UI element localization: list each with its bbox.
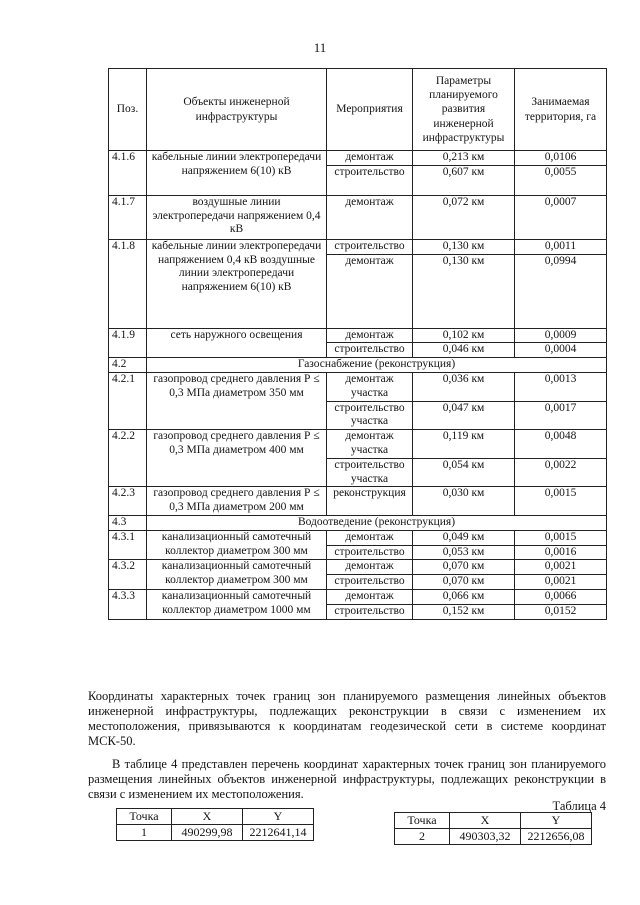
- row-area: 0,0015: [515, 530, 607, 545]
- row-area: 0,0017: [515, 401, 607, 430]
- section-row-gas: [109, 358, 607, 373]
- section-pos: 4.3: [109, 515, 147, 530]
- row-param: 0,130 км: [413, 254, 515, 328]
- row-action: строительство участка: [327, 401, 413, 430]
- row-object: газопровод среднего давления Р ≤ 0,3 МПа диаметром 400 мм: [147, 430, 327, 487]
- row-param: 0,054 км: [413, 458, 515, 487]
- row-param: 0,152 км: [413, 604, 515, 619]
- row-pos: 4.1.7: [109, 195, 147, 239]
- row-action: реконструкция: [327, 487, 413, 516]
- paragraph-table4-intro: В таблице 4 представлен перечень координат характерных точек границ зон планируемого размещения линейных объектов инженерной инфраструктуры, подлежащих реконструкции в связи с изменением их местоположения.: [88, 757, 606, 801]
- row-object: канализационный самотечный коллектор диаметром 1000 мм: [147, 589, 327, 619]
- row-param: 0,036 км: [413, 372, 515, 401]
- row-action: демонтаж: [327, 195, 413, 239]
- header-actions: Мероприятия: [327, 69, 413, 151]
- coords-header-row: [117, 809, 314, 825]
- table-row: [109, 151, 607, 166]
- row-pos: 4.3.1: [109, 530, 147, 560]
- row-param: 0,030 км: [413, 487, 515, 516]
- row-action: строительство: [327, 604, 413, 619]
- coords-row: [395, 829, 592, 845]
- coords-header-row: [395, 813, 592, 829]
- row-action: демонтаж участка: [327, 430, 413, 459]
- table-row: [109, 195, 607, 239]
- header-pos: Поз.: [109, 69, 147, 151]
- row-area: 0,0022: [515, 458, 607, 487]
- row-param: 0,102 км: [413, 328, 515, 343]
- coords-header-y: Y: [243, 809, 314, 825]
- row-pos: 4.1.9: [109, 328, 147, 358]
- table-row: [109, 372, 607, 401]
- coords-row: [117, 825, 314, 841]
- row-object: газопровод среднего давления Р ≤ 0,3 МПа диаметром 350 мм: [147, 372, 327, 429]
- row-action: строительство: [327, 239, 413, 254]
- coords-table-1: [116, 808, 314, 841]
- row-area: 0,0021: [515, 560, 607, 575]
- coords-y: 2212656,08: [521, 829, 592, 845]
- row-action: демонтаж: [327, 328, 413, 343]
- page-number: 11: [313, 40, 327, 55]
- table-row: [109, 430, 607, 459]
- header-area: Занимаемая территория, га: [515, 69, 607, 151]
- row-action: строительство участка: [327, 458, 413, 487]
- coords-header-x: X: [172, 809, 243, 825]
- row-area: 0,0016: [515, 545, 607, 560]
- row-action: демонтаж: [327, 530, 413, 545]
- table-header-row: [109, 69, 607, 151]
- row-param: 0,070 км: [413, 560, 515, 575]
- coords-point: 1: [117, 825, 172, 841]
- coords-x: 490299,98: [172, 825, 243, 841]
- row-object: воздушные линии электропередачи напряжением 0,4 кВ: [147, 195, 327, 239]
- section-pos: 4.2: [109, 358, 147, 373]
- row-param: 0,053 км: [413, 545, 515, 560]
- row-area: 0,0009: [515, 328, 607, 343]
- row-param: 0,072 км: [413, 195, 515, 239]
- row-param: 0,130 км: [413, 239, 515, 254]
- paragraph-coordinates-system: Координаты характерных точек границ зон планируемого размещения линейных объектов инженерной инфраструктуры, подлежащих реконструкции в связи с изменением их местоположения, привязываются к координатам геодезической сети в системе координат МСК-50.: [88, 689, 606, 748]
- row-area: 0,0048: [515, 430, 607, 459]
- row-pos: 4.1.6: [109, 151, 147, 196]
- row-area: 0,0106: [515, 151, 607, 166]
- row-object: канализационный самотечный коллектор диаметром 300 мм: [147, 560, 327, 590]
- row-param: 0,049 км: [413, 530, 515, 545]
- table-row: [109, 328, 607, 343]
- coords-header-x: X: [450, 813, 521, 829]
- table-row: [109, 560, 607, 575]
- row-pos: 4.3.3: [109, 589, 147, 619]
- row-param: 0,607 км: [413, 165, 515, 195]
- table-row: [109, 239, 607, 254]
- row-param: 0,119 км: [413, 430, 515, 459]
- coords-table-2: [394, 812, 592, 845]
- coords-header-y: Y: [521, 813, 592, 829]
- row-param: 0,046 км: [413, 343, 515, 358]
- row-area: 0,0011: [515, 239, 607, 254]
- row-action: строительство: [327, 165, 413, 195]
- header-params: Параметры планируемого развития инженерной инфраструктуры: [413, 69, 515, 151]
- row-pos: 4.2.1: [109, 372, 147, 429]
- row-area: 0,0066: [515, 589, 607, 604]
- table4-caption: Таблица 4: [552, 799, 606, 813]
- row-area: 0,0004: [515, 343, 607, 358]
- row-action: демонтаж участка: [327, 372, 413, 401]
- infrastructure-table: [108, 68, 607, 620]
- row-area: 0,0994: [515, 254, 607, 328]
- row-param: 0,070 км: [413, 575, 515, 590]
- row-pos: 4.1.8: [109, 239, 147, 328]
- row-area: 0,0055: [515, 165, 607, 195]
- row-area: 0,0152: [515, 604, 607, 619]
- table-row: [109, 589, 607, 604]
- row-area: 0,0015: [515, 487, 607, 516]
- coords-point: 2: [395, 829, 450, 845]
- section-title: Водоотведение (реконструкция): [147, 515, 607, 530]
- row-action: демонтаж: [327, 254, 413, 328]
- coords-x: 490303,32: [450, 829, 521, 845]
- section-title: Газоснабжение (реконструкция): [147, 358, 607, 373]
- row-object: газопровод среднего давления Р ≤ 0,3 МПа диаметром 200 мм: [147, 487, 327, 516]
- row-area: 0,0013: [515, 372, 607, 401]
- row-action: демонтаж: [327, 560, 413, 575]
- row-object: канализационный самотечный коллектор диаметром 300 мм: [147, 530, 327, 560]
- row-action: строительство: [327, 575, 413, 590]
- row-action: демонтаж: [327, 151, 413, 166]
- table-row: [109, 487, 607, 516]
- coords-y: 2212641,14: [243, 825, 314, 841]
- row-area: 0,0007: [515, 195, 607, 239]
- row-object: кабельные линии электропередачи напряжением 6(10) кВ: [147, 151, 327, 196]
- row-area: 0,0021: [515, 575, 607, 590]
- row-object: сеть наружного освещения: [147, 328, 327, 358]
- table-row: [109, 530, 607, 545]
- header-objects: Объекты инженерной инфраструктуры: [147, 69, 327, 151]
- row-object: кабельные линии электропередачи напряжением 0,4 кВ воздушные линии электропередачи напряжением 6(10) кВ: [147, 239, 327, 328]
- row-action: строительство: [327, 545, 413, 560]
- row-action: демонтаж: [327, 589, 413, 604]
- row-param: 0,213 км: [413, 151, 515, 166]
- row-action: строительство: [327, 343, 413, 358]
- row-param: 0,066 км: [413, 589, 515, 604]
- row-pos: 4.2.2: [109, 430, 147, 487]
- section-row-sewerage: [109, 515, 607, 530]
- coords-header-point: Точка: [117, 809, 172, 825]
- row-pos: 4.2.3: [109, 487, 147, 516]
- coords-header-point: Точка: [395, 813, 450, 829]
- row-pos: 4.3.2: [109, 560, 147, 590]
- row-param: 0,047 км: [413, 401, 515, 430]
